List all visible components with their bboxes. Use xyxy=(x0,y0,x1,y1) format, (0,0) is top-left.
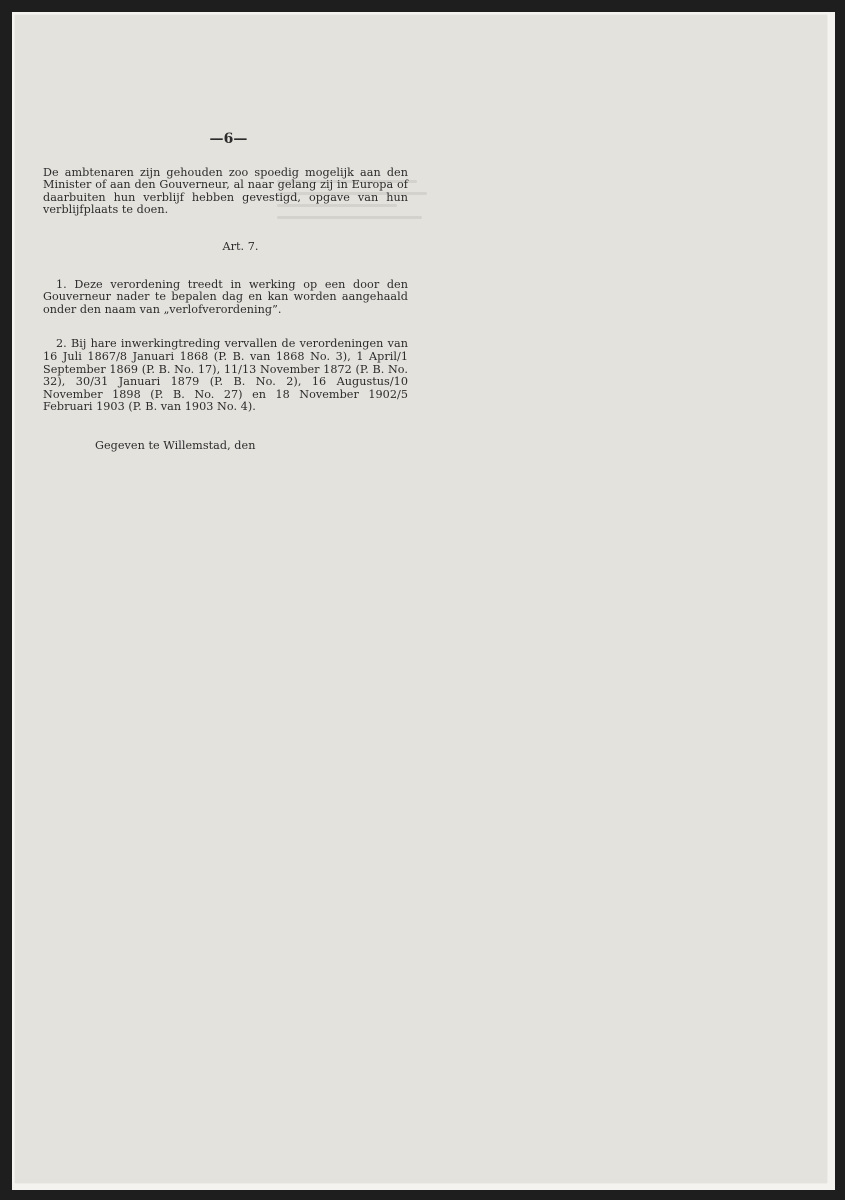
page-number: —6— xyxy=(209,131,248,147)
paragraph-intro: De ambtenaren zijn gehouden zoo spoedig mogelijk aan den Minister of aan den Gouverneur, al naar gelang zij in Europa of daarbuiten hun verblijf hebben gevestigd, opgave van hun verblijfplaats te doen. xyxy=(43,165,408,217)
clause-1: 1. Deze verordening treedt in werking op een door den Gouverneur nader te bepalen dag en kan worden aangehaald onder den naam van „verlofverordening”. xyxy=(43,277,408,316)
given-at-line: Gegeven te Willemstad, den xyxy=(95,438,256,452)
document-text xyxy=(43,118,408,453)
article-heading: Art. 7. xyxy=(222,239,259,253)
clause-2: 2. Bij hare inwerkingtreding vervallen de verordeningen van 16 Juli 1867/8 Januari 1868 (P. B. van 1868 No. 3), 1 April/1 September 1869 (P. B. No. 17), 11/13 November 1872 (P. B. No. 32), 30/31 Januari 1879 (P. B. No. 2), 16 Augustus/10 November 1898 (P. B. No. 27) en 18 November 1902/5 Februari 1903 (P. B. van 1903 No. 4). xyxy=(43,337,408,414)
